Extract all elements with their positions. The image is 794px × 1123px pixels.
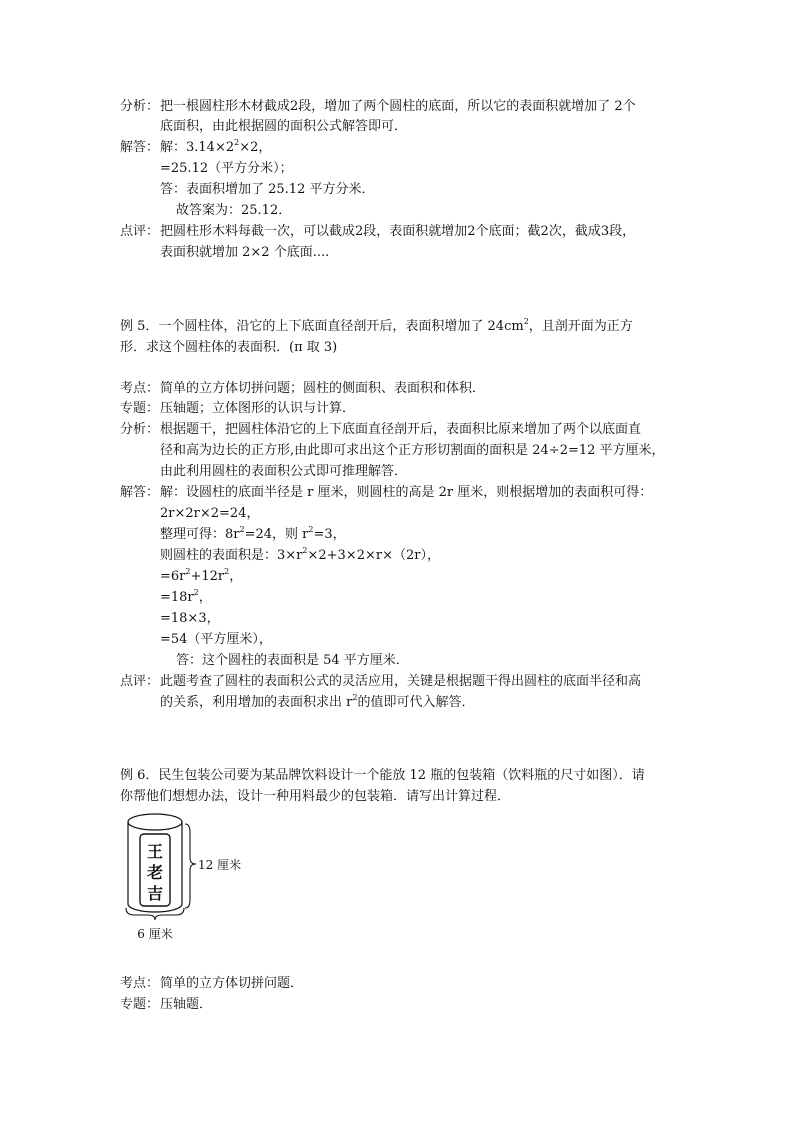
example5-answer-step-4: $=6r^2+12r^2$， xyxy=(160,566,243,584)
answer-final: 故答案为：25.12． xyxy=(176,203,292,218)
example6-zhuanti: 专题：压轴题． xyxy=(120,997,213,1012)
example5-question-line-1: 例 5．一个圆柱体，沿它的上下底面直径剖开后，表面积增加了 $24cm^2$，且剖开面为正方 xyxy=(120,316,633,334)
can-char-2: 老 xyxy=(146,863,164,882)
comment-line-2: 表面积就增加 2×2 个底面.... xyxy=(160,245,330,260)
example5-analysis-line-1: 分析：根据题干，把圆柱体沿它的上下底面直径剖开后，表面积比原来增加了两个以底面直 xyxy=(120,422,642,437)
example5-comment-line-1: 点评：此题考查了圆柱的表面积公式的灵活应用，关键是根据题干得出圆柱的底面半径和高 xyxy=(120,674,642,689)
width-label: 6 厘米 xyxy=(137,927,173,941)
example5-answer-step-2: 整理可得：$8r^2=24$，则 $r^2=3$， xyxy=(160,524,346,542)
example6-question-line-2: 你帮他们想想办法，设计一种用料最少的包装箱．请写出计算过程． xyxy=(120,789,511,804)
example5-question-line-2: 形．求这个圆柱体的表面积．(π 取 3) xyxy=(120,340,338,355)
comment-line-1: 点评：把圆柱形木料每截一次，可以截成2段，表面积就增加2个底面；截2次，截成3段， xyxy=(120,224,636,239)
height-brace xyxy=(185,824,196,908)
example5-kaodian: 考点：简单的立方体切拼问题；圆柱的侧面积、表面积和体积． xyxy=(120,381,486,396)
example5-answer-step-3: 则圆柱的表面积是：$3\times r^2\times 2+3\times 2\times r\times(2r)$， xyxy=(160,545,440,563)
example5-answer-step-7: =54（平方厘米）， xyxy=(160,632,272,647)
example5-answer-step-0: 解答：解：设圆柱的底面半径是 r 厘米，则圆柱的高是 2r 厘米，则根据增加的表面积可得： xyxy=(120,485,653,500)
example5-analysis-line-3: 由此利用圆柱的表面积公式即可推理解答． xyxy=(160,464,408,479)
example5-analysis-line-2: 径和高为边长的正方形,由此即可求出这个正方形切割面的面积是 24÷2=12 平方厘米， xyxy=(160,443,665,458)
can-char-1: 王 xyxy=(146,842,164,861)
answer-conclusion: 答：表面积增加了 25.12 平方分米． xyxy=(160,182,375,197)
example5-comment-line-2: 的关系，利用增加的表面积求出 $r^2$的值即可代入解答． xyxy=(160,692,475,710)
example5-zhuanti: 专题：压轴题；立体图形的认识与计算． xyxy=(120,401,356,416)
example5-answer-step-5: $=18r^2$， xyxy=(160,587,212,605)
answer-label: 解答： xyxy=(120,140,160,155)
example6-kaodian: 考点：简单的立方体切拼问题． xyxy=(120,976,304,991)
example6-question-line-1: 例 6．民生包装公司要为某品牌饮料设计一个能放 12 瓶的包装箱（饮料瓶的尺寸如图）．请 xyxy=(120,768,645,783)
comment-label: 点评： xyxy=(120,224,160,239)
answer-calc-2: =25.12（平方分米）； xyxy=(160,161,293,176)
cylinder-top xyxy=(128,814,182,830)
analysis-line-2: 底面积，由此根据圆的面积公式解答即可． xyxy=(160,119,408,134)
analysis-label: 分析： xyxy=(120,99,160,114)
cylinder-figure xyxy=(110,808,270,948)
analysis-line-1: 分析：把一根圆柱形木材截成2段，增加了两个圆柱的底面，所以它的表面积就增加了 2个 xyxy=(120,99,636,114)
example5-conclusion: 答：这个圆柱的表面积是 54 平方厘米． xyxy=(176,653,409,668)
example5-answer-step-1: 2r×2r×2=24， xyxy=(160,506,260,521)
answer-line-1: 解答：解：$3.14\times 2^2\times 2$， xyxy=(120,137,272,155)
example5-answer-step-6: =18×3， xyxy=(160,611,220,626)
height-label: 12 厘米 xyxy=(198,858,242,872)
can-char-3: 吉 xyxy=(146,884,164,903)
